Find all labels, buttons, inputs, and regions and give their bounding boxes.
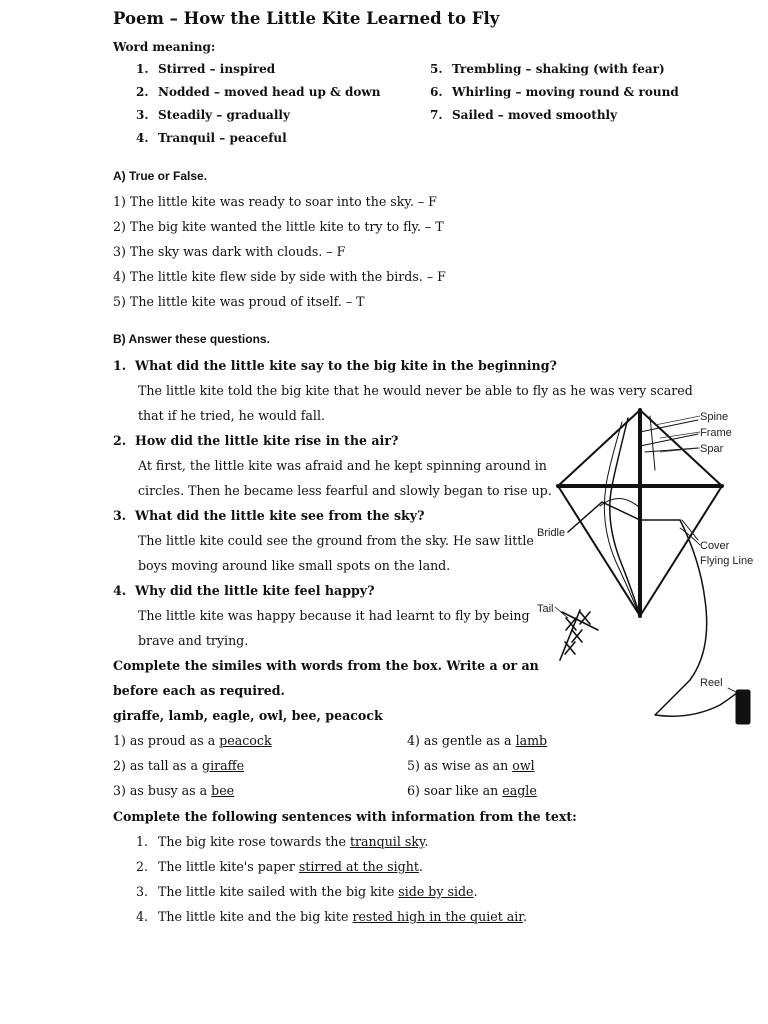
kite-reel (736, 690, 750, 724)
sentence-item: 1. The big kite rose towards the tranquil sky. (136, 834, 429, 849)
word-meaning-item: 4. Tranquil – peaceful (136, 131, 287, 145)
answer-line: The little kite was happy because it had learnt to fly by being (138, 608, 530, 623)
question: 3. What did the little kite see from the sky? (113, 508, 425, 523)
answer-line: boys moving around like small spots on the land. (138, 558, 451, 573)
true-false-item: 2) The big kite wanted the little kite to try to fly. – T (113, 219, 444, 234)
label-reel: Reel (700, 677, 723, 689)
answer-line: The little kite told the big kite that he would never be able to fly as he was very scared (138, 383, 693, 398)
similes-instruction: before each as required. (113, 683, 285, 698)
word-meaning-item: 7. Sailed – moved smoothly (430, 108, 618, 122)
true-false-item: 3) The sky was dark with clouds. – F (113, 244, 346, 259)
word-meaning-item: 1. Stirred – inspired (136, 62, 276, 76)
simile-item: 3) as busy as a bee (113, 783, 235, 798)
label-bridle: Bridle (537, 527, 566, 539)
complete-sentences-instruction: Complete the following sentences with information from the text: (113, 809, 577, 824)
true-false-item: 4) The little kite flew side by side with the birds. – F (113, 269, 446, 284)
label-cover: Cover (700, 540, 730, 552)
section-a-heading: A) True or False. (113, 169, 208, 183)
answer-line: that if he tried, he would fall. (138, 408, 325, 423)
simile-item: 4) as gentle as a lamb (407, 733, 548, 748)
question: 4. Why did the little kite feel happy? (113, 583, 375, 598)
true-false-item: 1) The little kite was ready to soar into the sky. – F (113, 194, 437, 209)
section-b-heading: B) Answer these questions. (113, 332, 270, 346)
simile-item: 6) soar like an eagle (407, 783, 537, 798)
word-box: giraffe, lamb, eagle, owl, bee, peacock (113, 708, 383, 723)
label-spar: Spar (700, 443, 724, 455)
true-false-item: 5) The little kite was proud of itself. – T (113, 294, 365, 309)
label-spine: Spine (700, 411, 729, 423)
word-meaning-item: 2. Nodded – moved head up & down (136, 85, 381, 99)
label-flying-line: Flying Line (700, 555, 754, 567)
word-meaning-item: 3. Steadily – gradually (136, 108, 290, 122)
kite-tail (560, 610, 598, 660)
word-meaning-item: 6. Whirling – moving round & round (430, 85, 679, 99)
similes-instruction: Complete the similes with words from the box. Write a or an (113, 658, 539, 673)
question: 2. How did the little kite rise in the air? (113, 433, 399, 448)
answer-line: brave and trying. (138, 633, 249, 648)
answer-line: At first, the little kite was afraid and he kept spinning around in (138, 458, 547, 473)
sentence-item: 4. The little kite and the big kite rested high in the quiet air. (136, 909, 527, 924)
label-frame: Frame (700, 427, 732, 439)
answer-line: circles. Then he became less fearful and slowly began to rise up. (138, 483, 552, 498)
word-meaning-item: 5. Trembling – shaking (with fear) (430, 62, 665, 76)
sentence-item: 3. The little kite sailed with the big kite side by side. (136, 884, 478, 899)
page-title: Poem – How the Little Kite Learned to Fly (113, 9, 500, 28)
question: 1. What did the little kite say to the big kite in the beginning? (113, 358, 557, 373)
answer-line: The little kite could see the ground from the sky. He saw little (138, 533, 534, 548)
label-tail: Tail (537, 603, 554, 615)
word-meaning-heading: Word meaning: (113, 40, 216, 54)
simile-item: 1) as proud as a peacock (113, 733, 272, 748)
simile-item: 5) as wise as an owl (407, 758, 535, 773)
simile-item: 2) as tall as a giraffe (113, 758, 245, 773)
sentence-item: 2. The little kite's paper stirred at the sight. (136, 859, 423, 874)
